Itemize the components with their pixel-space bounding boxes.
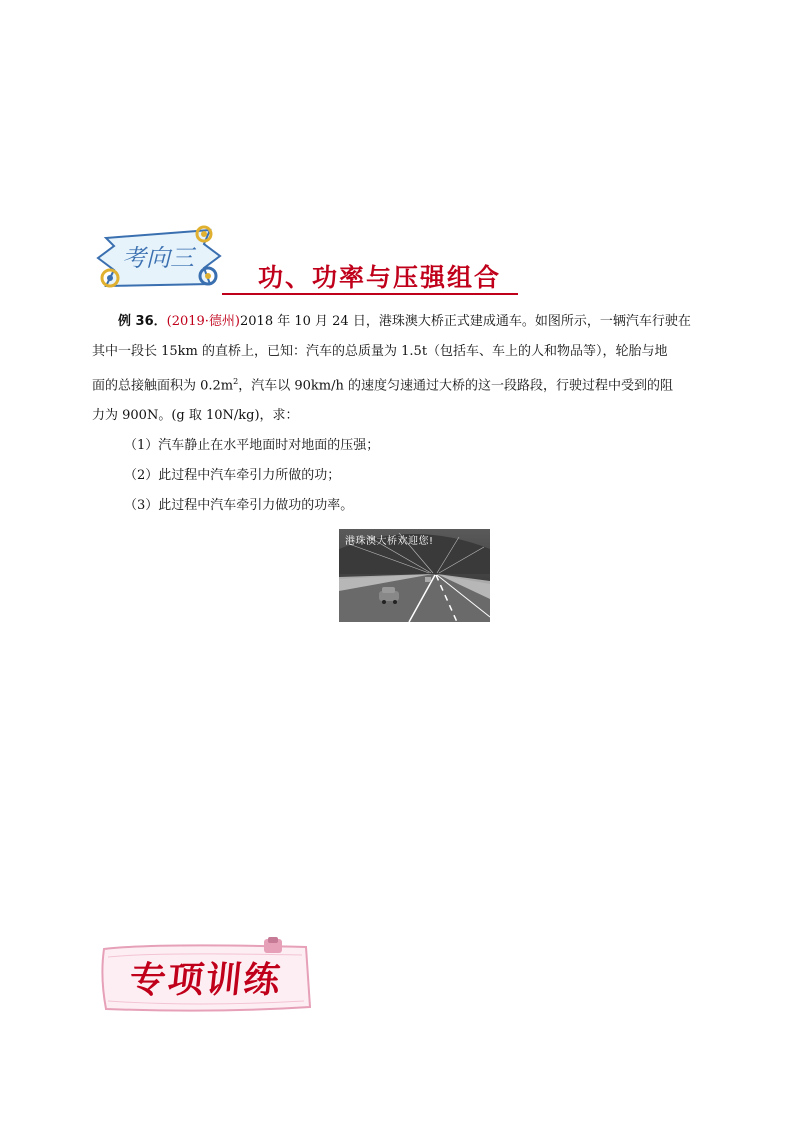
question-2: （2）此过程中汽车牵引力所做的功； [124, 468, 341, 484]
example-text-2: 其中一段长 15km 的直桥上，已知：汽车的总质量为 1.5t（包括车、车上的人和物品等），轮胎与地 [92, 344, 668, 359]
example-label: 例 36． [118, 314, 167, 329]
question-1: （1）汽车静止在水平地面时对地面的压强； [124, 438, 380, 454]
example-text-3b: ，汽车以 90km/h 的速度匀速通过大桥的这一段路段，行驶过程中受到的阻 [238, 378, 673, 394]
example-text-3a: 面的总接触面积为 0.2m [92, 378, 234, 394]
photo-caption: 港珠澳大桥欢迎您! [345, 536, 434, 547]
example-line-4 [92, 401, 702, 431]
question-3: （3）此过程中汽车牵引力做功的功率。 [124, 498, 354, 514]
badge-label: 考向三 [122, 244, 194, 272]
example-line-2 [92, 337, 702, 367]
example-problem [92, 307, 702, 521]
practice-label: 专项训练 [127, 960, 284, 1001]
example-line-3 [92, 367, 702, 401]
bridge-photo [339, 529, 490, 622]
example-text-4: 力为 900N。(g 取 10N/kg)，求： [92, 408, 299, 424]
section-badge [92, 224, 232, 290]
section-title-underline [222, 293, 518, 295]
example-text-3-sup: 2 [233, 377, 239, 386]
example-line-1 [118, 307, 702, 337]
example-source: (2019·德州) [166, 314, 240, 329]
example-text-1: 2018 年 10 月 24 日，港珠澳大桥正式建成通车。如图所示，一辆汽车行驶在 [240, 314, 691, 329]
section-title: 功、功率与压强组合 [258, 263, 502, 292]
